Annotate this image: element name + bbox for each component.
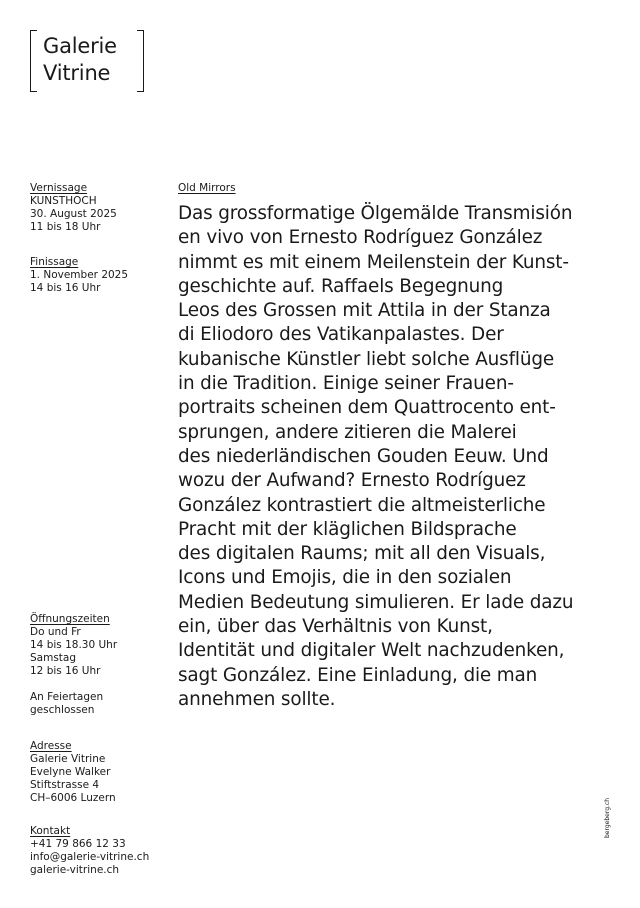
article-line: di Eliodoro des Vatikanpalastes. Der	[178, 324, 504, 346]
finissage-time: 14 bis 16 Uhr	[30, 282, 101, 294]
article-line: en vivo von Ernesto Rodríguez González	[178, 227, 543, 249]
logo-bracket-right	[137, 30, 144, 92]
article-line: ein, über das Verhältnis von Kunst,	[178, 616, 493, 638]
article-line: Identität und digitaler Welt nachzudenken,	[178, 640, 565, 662]
contact-heading: Kontakt	[30, 825, 71, 837]
article-line: des digitalen Raums; mit all den Visuals,	[178, 543, 546, 565]
article-line: sagt González. Eine Einladung, die man	[178, 664, 538, 686]
vernissage-time: 11 bis 18 Uhr	[30, 221, 101, 233]
finissage-heading: Finissage	[30, 256, 79, 268]
article-line: des niederländischen Gouden Eeuw. Und	[178, 445, 549, 467]
vernissage-date: 30. August 2025	[30, 208, 117, 220]
article-line: Das grossformatige Ölgemälde Transmisión	[178, 203, 573, 224]
gallery-logo	[30, 30, 144, 92]
article-body	[178, 202, 618, 712]
article-line: Medien Bedeutung simulieren. Er lade dazu	[178, 591, 574, 613]
article-line: nimmt es mit einem Meilenstein der Kunst-	[178, 251, 569, 273]
finissage-block	[30, 256, 170, 295]
contact-phone[interactable]: +41 79 866 12 33	[30, 838, 126, 850]
article-line: sprungen, andere zitieren die Malerei	[178, 421, 517, 443]
vernissage-block	[30, 182, 170, 234]
article-line: in die Tradition. Einige seiner Frauen-	[178, 373, 514, 395]
logo-line-1: Galerie	[43, 34, 117, 58]
opening-hours-line: 14 bis 18.30 Uhr	[30, 639, 118, 651]
opening-hours-line: 12 bis 16 Uhr	[30, 665, 101, 677]
contact-email-link[interactable]: info@galerie-vitrine.ch	[30, 851, 150, 863]
address-line: CH–6006 Luzern	[30, 792, 116, 804]
address-heading: Adresse	[30, 740, 72, 752]
opening-hours-block	[30, 613, 170, 717]
article-line: Pracht mit der kläglichen Bildsprache	[178, 518, 517, 540]
address-line: Stiftstrasse 4	[30, 779, 100, 791]
opening-hours-heading: Öffnungszeiten	[30, 613, 110, 625]
vernissage-event: KUNSTHOCH	[30, 195, 97, 207]
article-line: Icons und Emojis, die in den sozialen	[178, 567, 512, 589]
article-line: Leos des Grossen mit Attila in der Stanza	[178, 300, 551, 322]
article-line: González kontrastiert die altmeisterliche	[178, 494, 546, 516]
finissage-date: 1. November 2025	[30, 269, 129, 281]
opening-hours-line: Do und Fr	[30, 626, 81, 638]
vernissage-heading: Vernissage	[30, 182, 88, 194]
holiday-note: geschlossen	[30, 704, 95, 716]
contact-website-link[interactable]: galerie-vitrine.ch	[30, 864, 120, 876]
logo-text	[43, 33, 117, 87]
address-block	[30, 740, 170, 805]
article-title: Old Mirrors	[178, 182, 236, 194]
article-line: wozu der Aufwand? Ernesto Rodríguez	[178, 470, 526, 492]
opening-hours-line: Samstag	[30, 652, 77, 664]
contact-block	[30, 825, 170, 877]
article-line: portraits scheinen dem Quattrocento ent-	[178, 397, 556, 419]
holiday-note: An Feiertagen	[30, 691, 104, 703]
address-line: Evelyne Walker	[30, 766, 111, 778]
logo-line-2: Vitrine	[43, 61, 111, 85]
designer-credit: bergeberg.ch	[604, 797, 611, 838]
address-line: Galerie Vitrine	[30, 753, 106, 765]
article-line: geschichte auf. Raffaels Begegnung	[178, 275, 504, 297]
logo-bracket-left	[30, 30, 37, 92]
article-line: annehmen sollte.	[178, 688, 336, 710]
article-line: kubanische Künstler liebt solche Ausflüge	[178, 348, 555, 370]
